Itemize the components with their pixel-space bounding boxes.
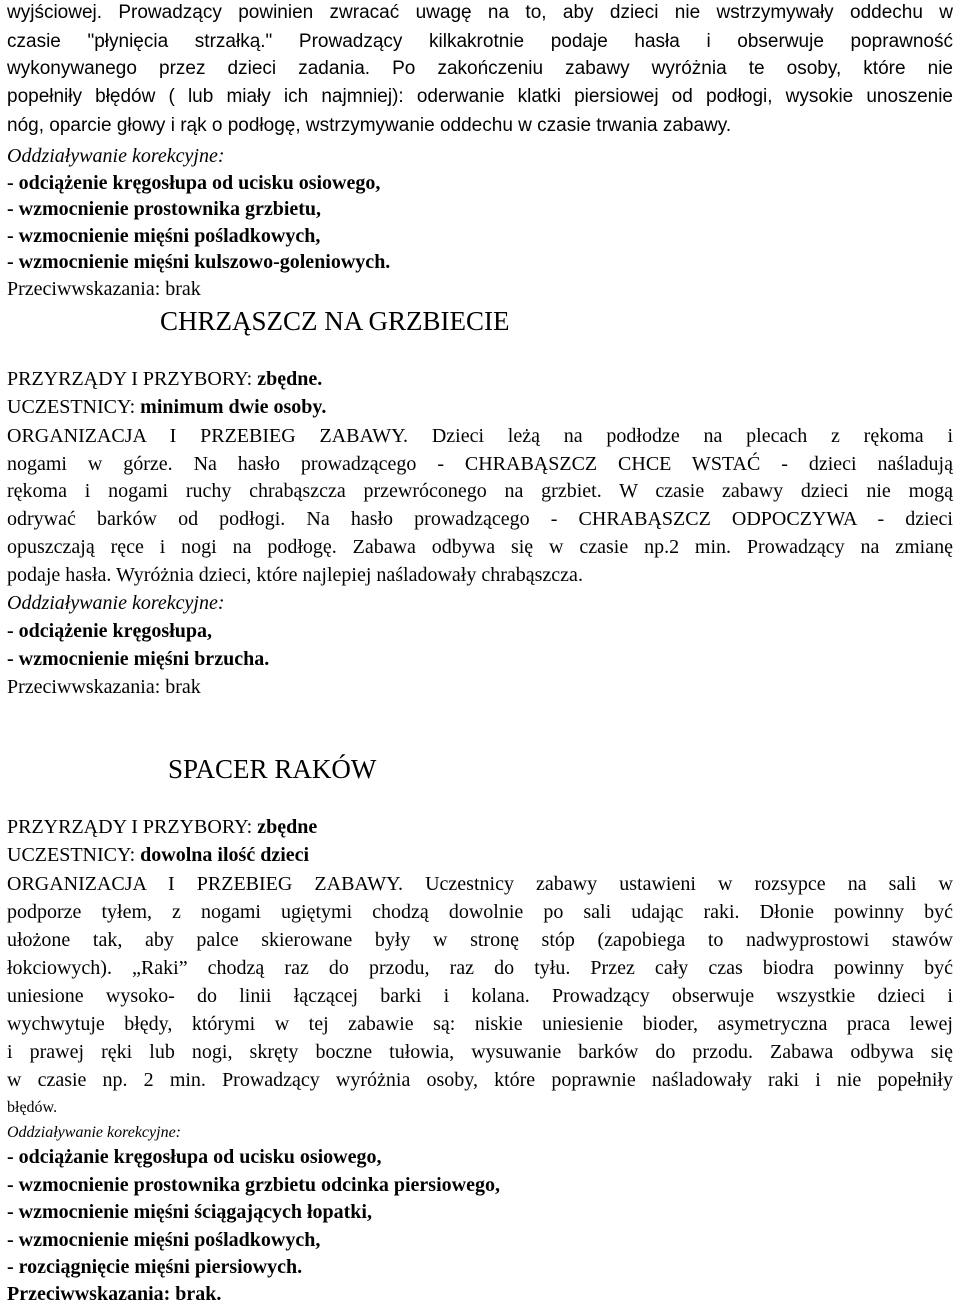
korekcja-item: - wzmocnienie prostownika grzbietu odcinka piersiowego, [7,1174,500,1196]
przeciwwskazania-line [7,1283,221,1306]
korekcja-label: Oddziaływanie korekcyjne: [7,592,225,614]
korekcja-label: Oddziaływanie korekcyjne: [7,1124,182,1141]
paragraph-line: wyjściowej. Prowadzący powinien zwracać uwagę na to, aby dzieci nie wstrzymywały oddechu w [7,2,953,23]
paragraph-line: nogami w górze. Na hasło prowadzącego - CHRABĄSZCZ CHCE WSTAĆ - dzieci naśladują [7,453,953,475]
przeciwwskazania-value: brak. [175,1283,222,1305]
przyrzady-value: zbędne. [257,368,323,390]
uczestnicy-line [7,844,309,867]
przyrzady-line [7,816,317,839]
paragraph-line: podporze tyłem, z nogami ugiętymi chodzą dowolnie po sali udając raki. Dłonie powinny być [7,901,953,923]
paragraph-line: czasie "płynięcia strzałką." Prowadzący kilkakrotnie podaje hasła i obserwuje poprawność [7,31,953,52]
uczestnicy-value: minimum dwie osoby. [140,396,327,418]
paragraph-line: podaje hasła. Wyróżnia dzieci, które najlepiej naśladowały chrabąszcza. [7,564,583,586]
uczestnicy-label: UCZESTNICY: [7,396,136,418]
korekcja-item: - wzmocnienie mięśni kulszowo-goleniowych. [7,251,391,273]
paragraph-line: wychwytuje błędy, którymi w tej zabawie są: niskie uniesienie bioder, asymetryczna praca lewej [7,1013,953,1035]
paragraph-line: ORGANIZACJA I PRZEBIEG ZABAWY. Dzieci leżą na podłodze na plecach z rękoma i [7,425,953,447]
przeciwwskazania-value: brak [165,676,201,698]
uczestnicy-label: UCZESTNICY: [7,844,136,866]
section-title: SPACER RAKÓW [168,754,377,784]
korekcja-item: - odciążanie kręgosłupa od ucisku osiowego, [7,1146,382,1168]
uczestnicy-value: dowolna ilość dzieci [140,844,310,866]
paragraph-line: łokciowych). „Raki” chodzą raz do przodu, raz do tyłu. Przez cały czas biodra powinny być [7,957,953,979]
paragraph-line: popełniły błędów ( lub miały ich najmniej): oderwanie klatki piersiowej od podłogi, wysokie unoszenie [7,86,953,107]
paragraph-line: i prawej ręki lub nogi, skręty boczne tułowia, wysuwanie barków do przodu. Zabawa odbywa się [7,1041,953,1063]
korekcja-item: - rozciągnięcie mięśni piersiowych. [7,1256,303,1278]
przyrzady-line [7,368,322,391]
paragraph-line: ułożone tak, aby palce skierowane były w stronę stóp (zapobiega to nadwyprostowi stawów [7,929,953,951]
paragraph-line: opuszczają ręce i nogi na podłogę. Zabawa odbywa się w czasie np.2 min. Prowadzący na zmianę [7,536,953,558]
paragraph-line: odrywać barków od podłogi. Na hasło prowadzącego - CHRABĄSZCZ ODPOCZYWA - dzieci [7,508,953,530]
przeciwwskazania-line [7,278,201,301]
korekcja-item: - wzmocnienie mięśni pośladkowych, [7,1229,321,1251]
paragraph-line: błędów. [7,1099,58,1116]
przeciwwskazania-label: Przeciwwskazania: [7,1283,171,1305]
paragraph-line: ORGANIZACJA I PRZEBIEG ZABAWY. Uczestnicy zabawy ustawieni w rozsypce na sali w [7,873,953,895]
przyrzady-label: PRZYRZĄDY I PRZYBORY: [7,816,253,838]
paragraph-line: w czasie np. 2 min. Prowadzący wyróżnia osoby, które poprawnie naśladowały raki i nie popełniły [7,1069,953,1091]
przeciwwskazania-label: Przeciwwskazania: [7,278,161,300]
przyrzady-label: PRZYRZĄDY I PRZYBORY: [7,368,253,390]
korekcja-item: - wzmocnienie mięśni brzucha. [7,648,270,670]
uczestnicy-line [7,396,326,419]
paragraph-line: uniesione wysoko- do linii łączącej barki i kolana. Prowadzący obserwuje wszystkie dzieci i [7,985,953,1007]
korekcja-item: - wzmocnienie prostownika grzbietu, [7,198,322,220]
korekcja-item: - odciążenie kręgosłupa, [7,620,212,642]
przeciwwskazania-line [7,676,201,699]
paragraph-line: wykonywanego przez dzieci zadania. Po zakończeniu zabawy wyróżnia te osoby, które nie [7,58,953,79]
paragraph-line: rękoma i nogami ruchy chrabąszcza przewróconego na grzbiet. W czasie zabawy dzieci nie mogą [7,480,953,502]
paragraph-line: nóg, oparcie głowy i rąk o podłogę, wstrzymywanie oddechu w czasie trwania zabawy. [7,115,732,136]
korekcja-item: - wzmocnienie mięśni ściągających łopatki, [7,1201,372,1223]
section-title: CHRZĄSZCZ NA GRZBIECIE [160,306,510,336]
przyrzady-value: zbędne [257,816,318,838]
korekcja-item: - odciążenie kręgosłupa od ucisku osiowego, [7,172,381,194]
przeciwwskazania-value: brak [165,278,201,300]
korekcja-item: - wzmocnienie mięśni pośladkowych, [7,225,321,247]
korekcja-label: Oddziaływanie korekcyjne: [7,145,225,167]
przeciwwskazania-label: Przeciwwskazania: [7,676,161,698]
